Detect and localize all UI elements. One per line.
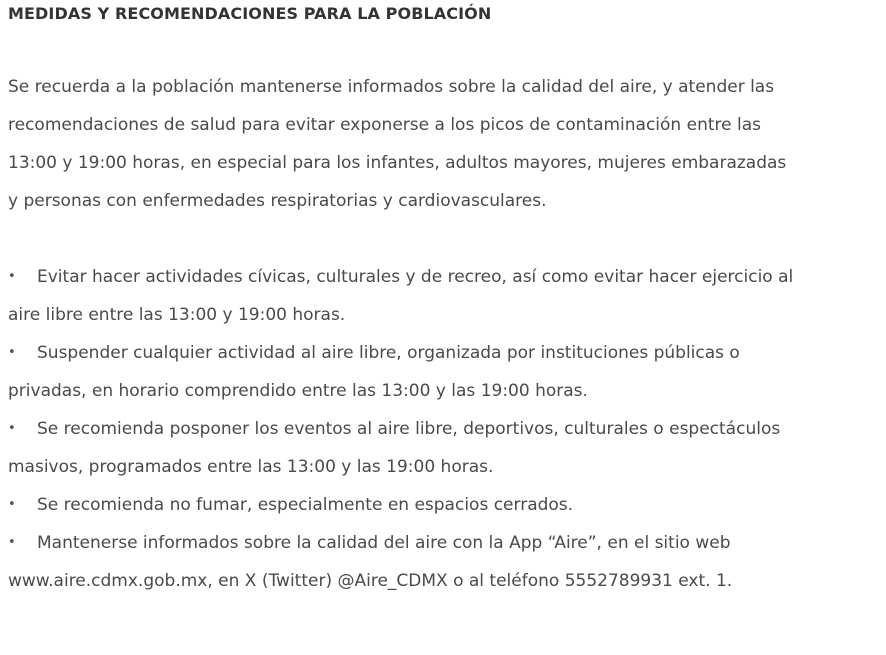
recommendation-text: Mantenerse informados sobre la calidad del aire con la App “Aire”, en el sitio web www.aire.cdmx.gob.mx, en X (Twitter) @Aire_CDMX o al teléfono 5552789931 ext. 1. xyxy=(8,533,733,591)
list-item xyxy=(8,258,798,334)
bullet-icon: • xyxy=(8,497,16,512)
recommendation-text: Evitar hacer actividades cívicas, culturales y de recreo, así como evitar hacer ejercicio al aire libre entre las 13:00 y 19:00 horas. xyxy=(8,267,794,325)
list-item xyxy=(8,410,798,486)
recommendation-text: Suspender cualquier actividad al aire libre, organizada por instituciones públicas o privadas, en horario comprendido entre las 13:00 y las 19:00 horas. xyxy=(8,343,740,401)
recommendation-text: Se recomienda no fumar, especialmente en espacios cerrados. xyxy=(37,495,574,515)
intro-paragraph: Se recuerda a la población mantenerse informados sobre la calidad del aire, y atender las recomendaciones de salud para evitar exponerse a los picos de contaminación entre las 13:00 y 19:00 horas, en especial para los infantes, adultos mayores, mujeres embarazadas y personas con enfermedades respiratorias y cardiovasculares. xyxy=(8,77,787,211)
recommendations-list xyxy=(8,258,798,600)
section-heading: MEDIDAS Y RECOMENDACIONES PARA LA POBLACIÓN xyxy=(8,4,492,23)
list-item xyxy=(8,334,798,410)
bullet-icon: • xyxy=(8,421,16,436)
bullet-icon: • xyxy=(8,269,16,284)
bullet-icon: • xyxy=(8,535,16,550)
list-item xyxy=(8,486,798,524)
recommendation-text: Se recomienda posponer los eventos al aire libre, deportivos, culturales o espectáculos masivos, programados entre las 13:00 y las 19:00 horas. xyxy=(8,419,781,477)
bullet-icon: • xyxy=(8,345,16,360)
list-item xyxy=(8,524,798,600)
